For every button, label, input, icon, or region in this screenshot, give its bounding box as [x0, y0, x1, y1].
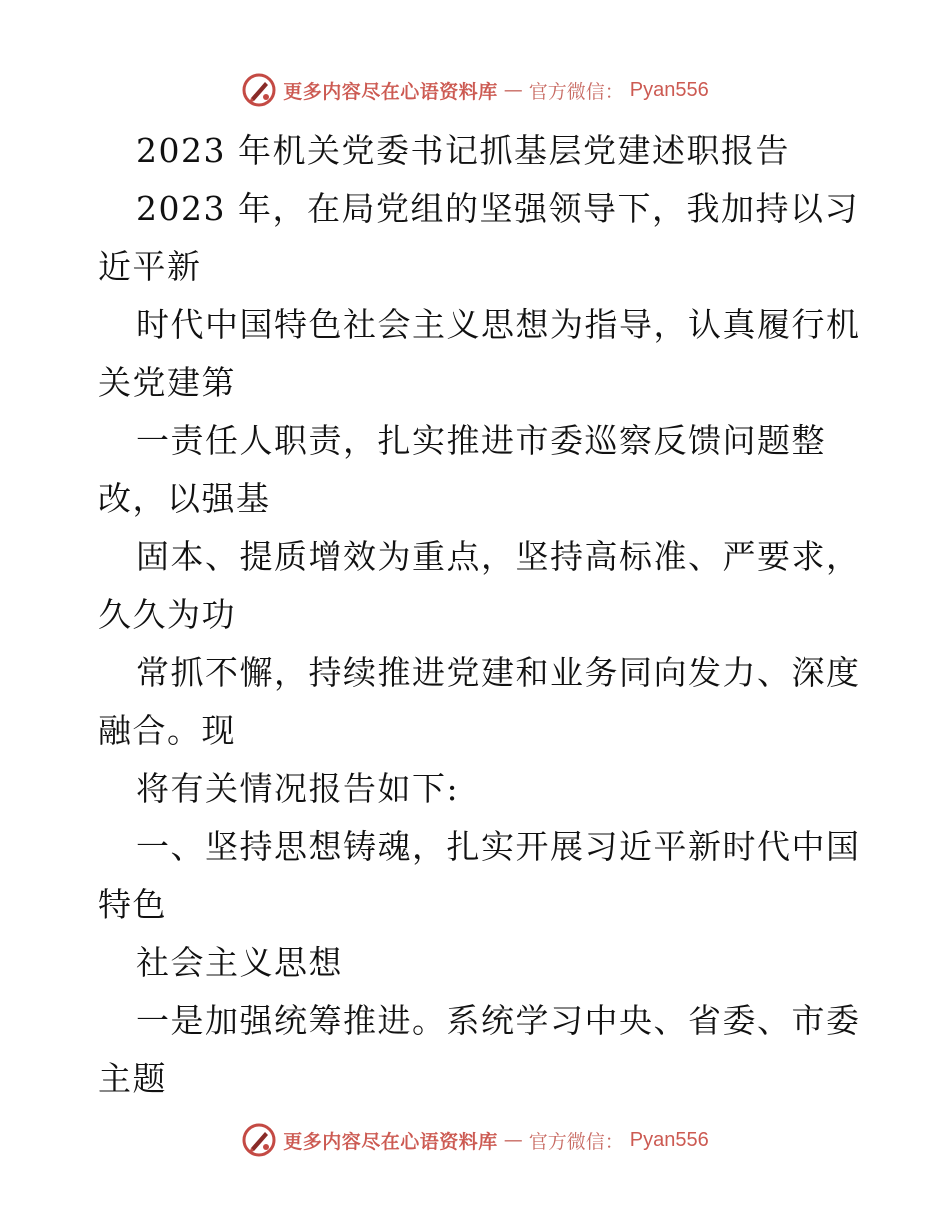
text-line: 近平新: [98, 247, 202, 286]
text-line: 一是加强统筹推进。系统学习中央、省委、市委: [136, 1001, 861, 1040]
watermark-separator: —: [503, 1129, 523, 1151]
text-line: 将有关情况报告如下:: [136, 769, 460, 808]
text-line: 常抓不懈，持续推进党建和业务同向发力、深度: [136, 653, 861, 692]
watermark-wechat-label: 官方微信：: [528, 80, 624, 103]
watermark-site-text: 更多内容尽在心语资料库: [283, 80, 498, 103]
pen-logo-icon: [241, 72, 277, 108]
watermark-wechat-id: Pyan556: [629, 1128, 709, 1151]
text-line: 社会主义思想: [136, 943, 343, 982]
document-body: [98, 122, 861, 1108]
text-line: 时代中国特色社会主义思想为指导，认真履行机: [136, 305, 861, 344]
watermark-wechat-id: Pyan556: [629, 78, 709, 101]
watermark-footer: [0, 1120, 950, 1160]
text-line: 一责任人职责，扎实推进市委巡察反馈问题整: [136, 421, 826, 460]
watermark-separator: —: [503, 79, 523, 101]
text-line: 改，以强基: [98, 479, 271, 518]
text-line: 2023 年机关党委书记抓基层党建述职报告: [136, 131, 790, 170]
text-line: 久久为功: [98, 595, 236, 634]
text-line: 固本、提质增效为重点，坚持高标准、严要求，: [136, 537, 861, 576]
watermark-wechat-label: 官方微信：: [528, 1130, 624, 1153]
text-line: 融合。现: [98, 711, 236, 750]
text-line: 2023 年，在局党组的坚强领导下，我加持以习: [136, 189, 859, 228]
text-line: 关党建第: [98, 363, 236, 402]
watermark-site-text: 更多内容尽在心语资料库: [283, 1130, 498, 1153]
text-line: 主题: [98, 1059, 167, 1098]
pen-logo-icon: [241, 1122, 277, 1158]
text-line: 一、坚持思想铸魂，扎实开展习近平新时代中国: [136, 827, 861, 866]
watermark-header: [0, 70, 950, 110]
text-line: 特色: [98, 885, 167, 924]
